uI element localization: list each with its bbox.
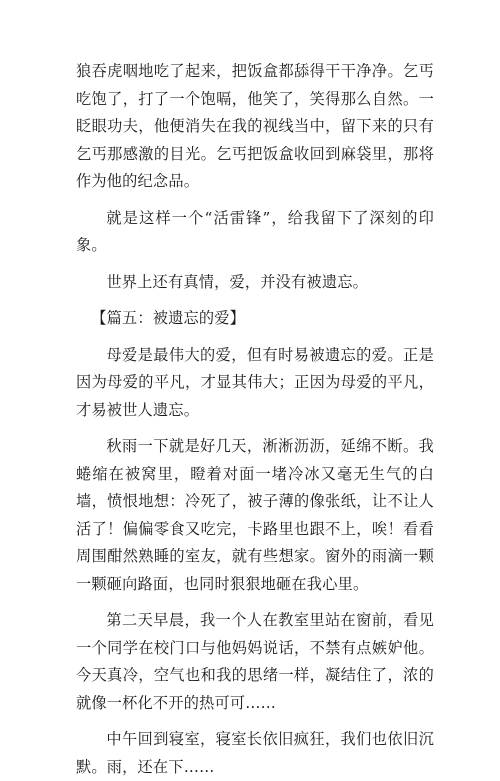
section-heading: 【篇五：被遗忘的爱】 — [91, 309, 246, 327]
paragraph-beggar-ending: 狼吞虎咽地吃了起来，把饭盒都舔得干干净净。乞丐吃饱了，打了一个饱嗝，他笑了，笑得那么自然。一眨眼功夫，他便消失在我的视线当中，留下来的只有乞丐那感激的目光。乞丐把饭盒收回到麻袋里，那将作为他的纪念品。 — [76, 62, 434, 190]
paragraph-autumn-rain: 秋雨一下就是好几天，淅淅沥沥，延绵不断。我蜷缩在被窝里，瞪着对面一堵冷冰又毫无生气的白墙，愤恨地想：冷死了，被子薄的像张纸，让不让人活了！偏偏零食又吃完，卡路里也跟不上，唉！看看周围酣然熟睡的室友，就有些想家。窗外的雨滴一颗一颗砸向路面，也同时狠狠地砸在我心里。 — [76, 437, 434, 593]
paragraph-living-lei-feng: 就是这样一个“活雷锋”，给我留下了深刻的印象。 — [76, 208, 434, 254]
document-body — [76, 58, 434, 781]
paragraph-mother-love: 母爱是最伟大的爱，但有时易被遗忘的爱。正是因为母爱的平凡，才显其伟大；正因为母爱的平凡，才易被世人遗忘。 — [76, 345, 434, 419]
paragraph-love-not-forgotten: 世界上还有真情，爱，并没有被遗忘。 — [106, 272, 368, 291]
paragraph-noon-dorm: 中午回到寝室，寝室长依旧疯狂，我们也依旧沉默。雨，还在下…… — [76, 730, 434, 776]
paragraph-next-morning: 第二天早晨，我一个人在教室里站在窗前，看见一个同学在校门口与他妈妈说话，不禁有点嫉妒他。今天真冷，空气也和我的思绪一样，凝结住了，浓的就像一杯化不开的热可可…… — [76, 611, 434, 712]
